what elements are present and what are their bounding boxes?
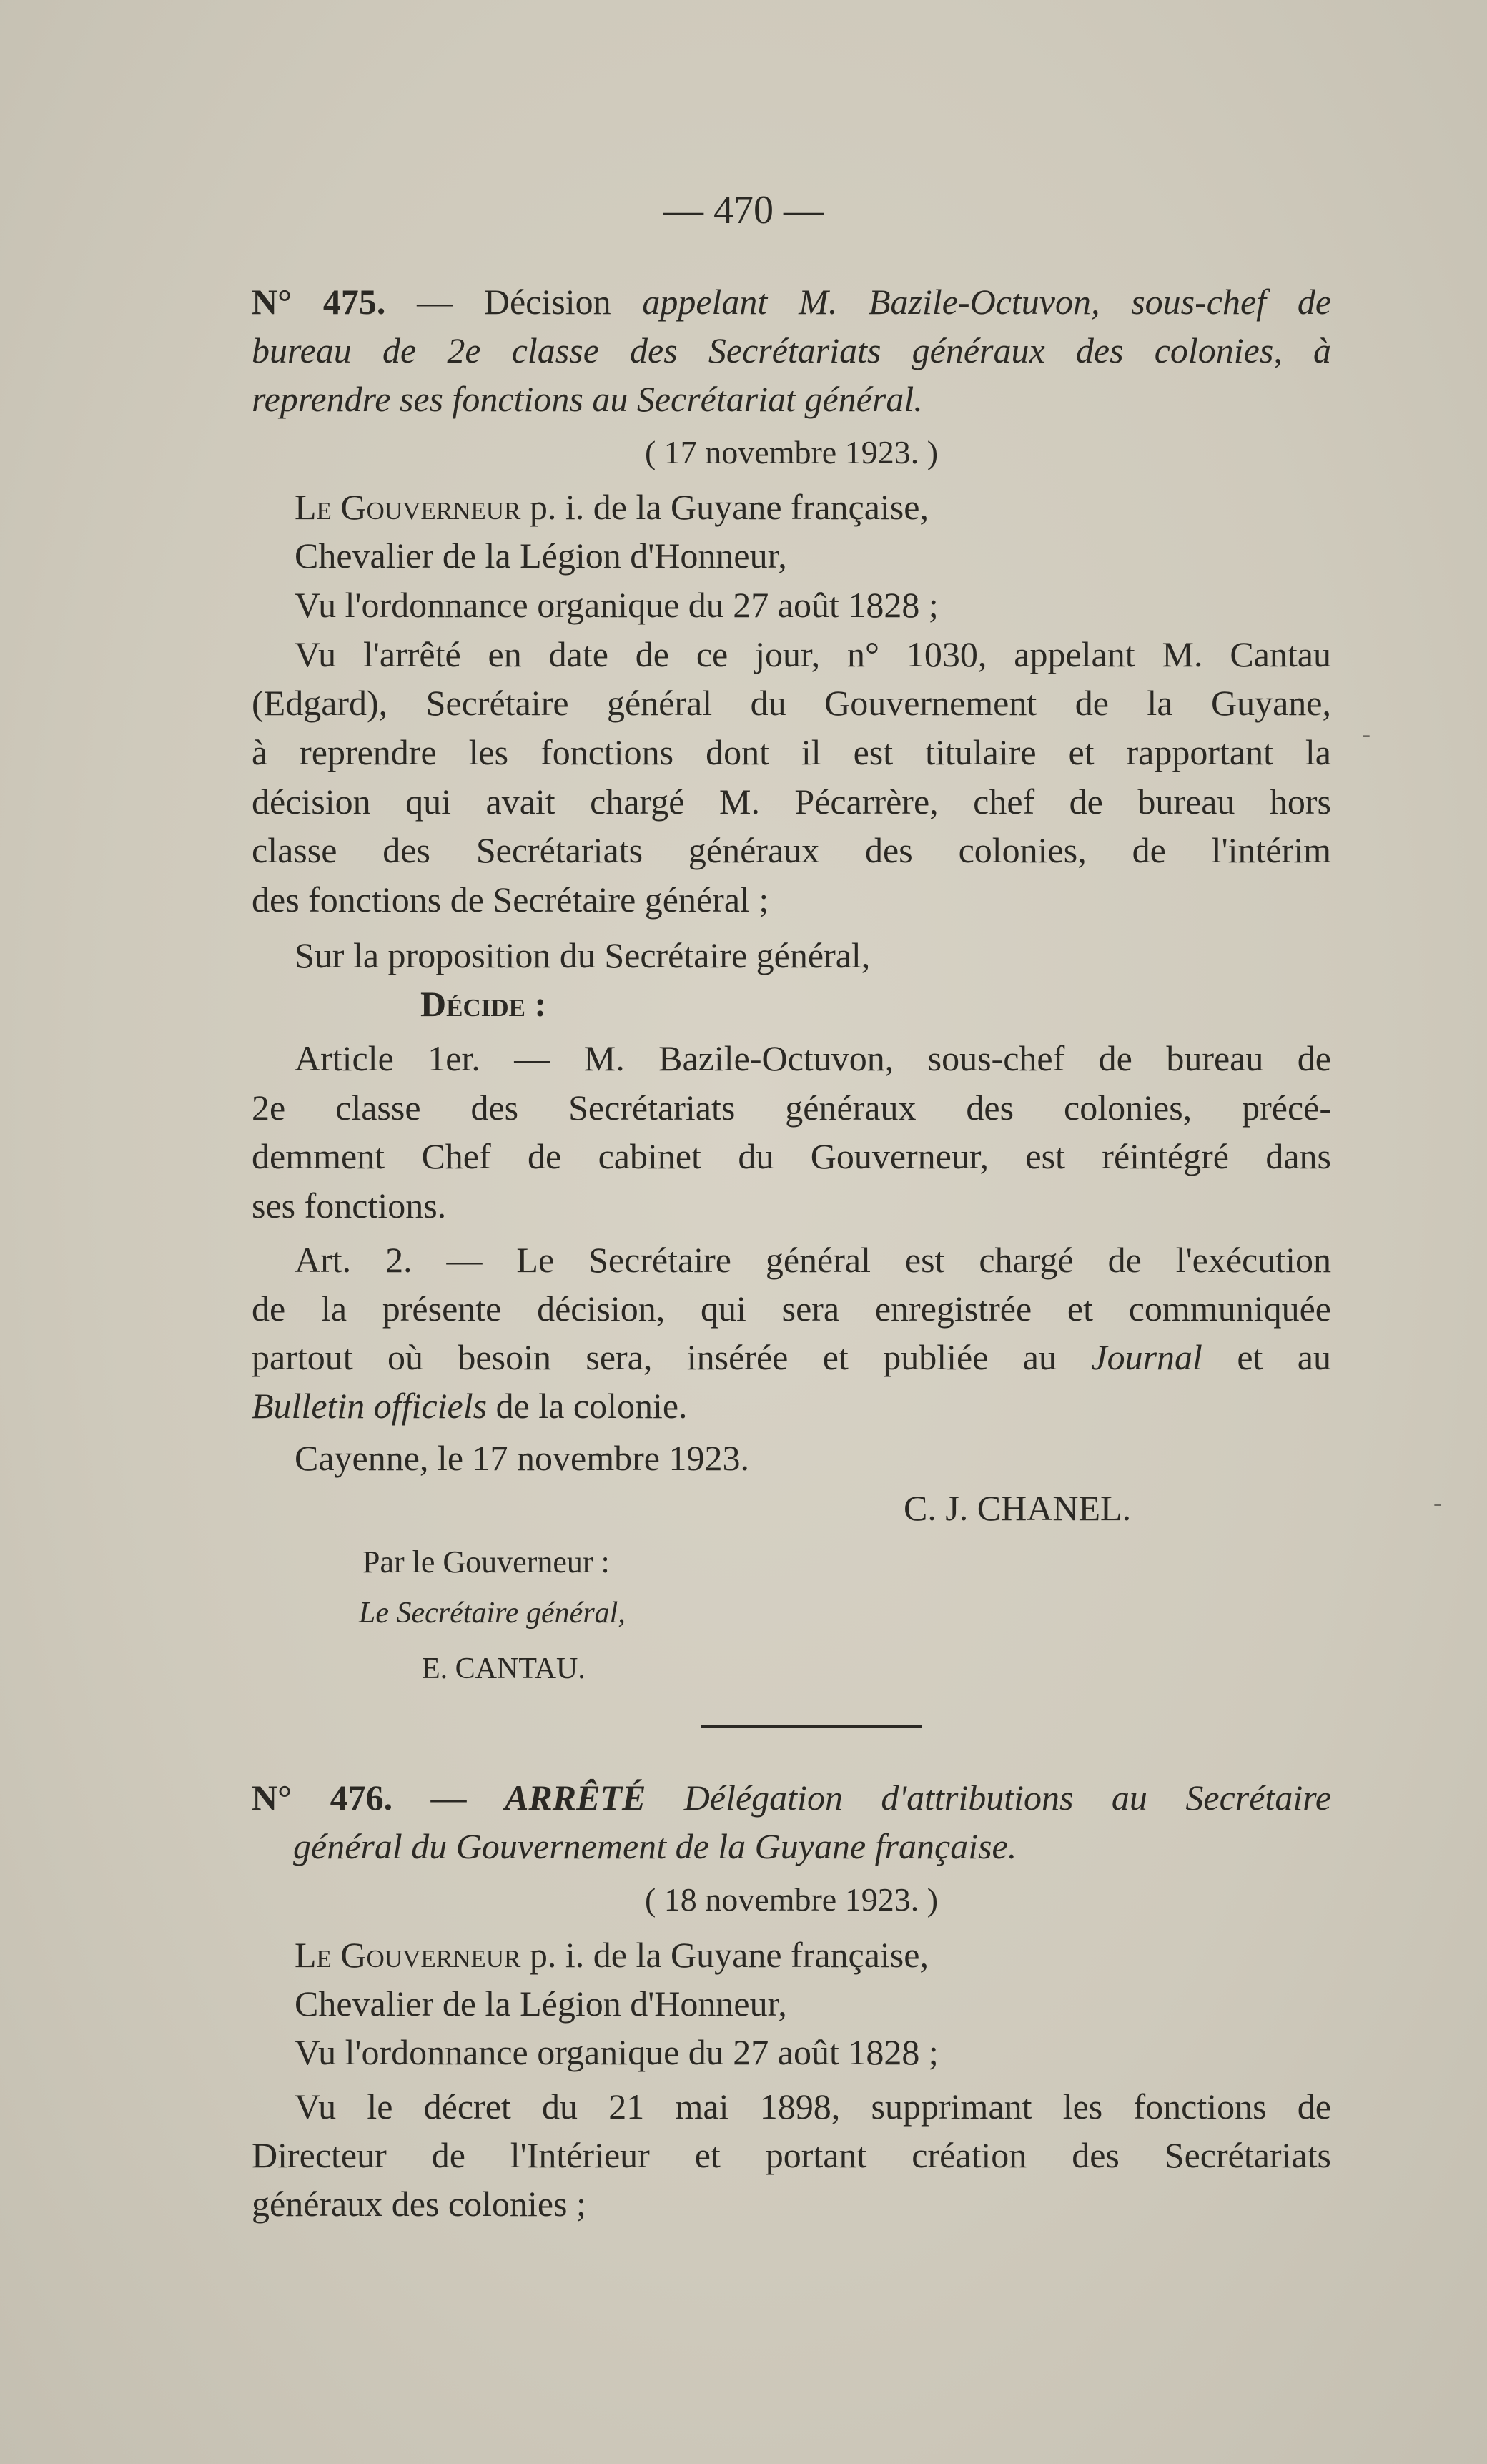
gouverneur-rest: p. i. de la Guyane française, [520, 1935, 929, 1975]
journal-word: Journal [1091, 1337, 1202, 1377]
secretaire-general-name: E. CANTAU. [422, 1652, 586, 1685]
arrete-476-vu-decret-1: Vu le décret du 21 mai 1898, supprimant les fonctions de [295, 2086, 1331, 2127]
decision-475-gouverneur [252, 483, 1331, 532]
arrete-476-gouverneur [252, 1931, 1331, 1980]
article-2-line-4b: de la colonie. [487, 1386, 688, 1426]
decision-475-vu-ordonnance: Vu l'ordonnance organique du 27 août 1828 ; [295, 585, 939, 625]
article-2-line-3c: et au [1202, 1337, 1331, 1377]
gouverneur-rest: p. i. de la Guyane française, [520, 487, 929, 527]
decision-475-signature: C. J. CHANEL. [904, 1488, 1132, 1528]
decision-475-article-2-line-4 [252, 1381, 1331, 1431]
arrete-476-date: ( 18 novembre 1923. ) [644, 1881, 939, 1918]
decision-475-article-1-line-2: 2e classe des Secrétariats généraux des colonies, précé- [252, 1088, 1331, 1128]
decision-475-heading [252, 277, 1331, 326]
arrete-476-vu-ordonnance: Vu l'ordonnance organique du 27 août 1828 ; [295, 2032, 939, 2072]
decision-475-number: N° 475. [252, 282, 386, 322]
decision-475-article-2-line-2: de la présente décision, qui sera enregistrée et communiquée [252, 1288, 1331, 1329]
par-le-gouverneur: Par le Gouverneur : [362, 1544, 610, 1580]
decision-475-article-1-line-4: ses fonctions. [252, 1186, 447, 1226]
decision-475-article-2-line-1: Art. 2. — Le Secrétaire général est chargé de l'exécution [295, 1240, 1331, 1280]
gouverneur-word: Le Gouverneur [295, 1935, 521, 1975]
decision-475-decide: Décide : [420, 984, 547, 1024]
decision-475-date: ( 17 novembre 1923. ) [644, 434, 939, 470]
secretaire-general-title: Le Secrétaire général, [359, 1597, 626, 1630]
bulletin-officiels: Bulletin officiels [252, 1386, 488, 1426]
arrete-476-heading [252, 1773, 1331, 1822]
section-divider-rule [701, 1725, 922, 1728]
decision-475-place-date: Cayenne, le 17 novembre 1923. [295, 1438, 749, 1478]
decision-475-vu-arrete-4: décision qui avait chargé M. Pécarrère, chef de bureau hors [252, 782, 1331, 822]
arrete-476-chevalier: Chevalier de la Légion d'Honneur, [295, 1983, 787, 2024]
decision-475-sur-proposition: Sur la proposition du Secrétaire général, [295, 935, 871, 975]
decision-475-dash: — Décision [385, 282, 611, 322]
arrete-476-dash: — [392, 1778, 505, 1818]
decision-475-vu-arrete-1: Vu l'arrêté en date de ce jour, n° 1030, appelant M. Cantau [295, 634, 1331, 674]
page-number: — 470 — [663, 188, 824, 232]
decision-475-title-3: reprendre ses fonctions au Secrétariat général. [252, 379, 923, 419]
gouverneur-word: Le Gouverneur [295, 487, 521, 527]
decision-475-vu-arrete-3: à reprendre les fonctions dont il est titulaire et rapportant la [252, 732, 1331, 772]
decision-475-title-2: bureau de 2e classe des Secrétariats généraux des colonies, à [252, 330, 1331, 370]
arrete-476-number: N° 476. [252, 1778, 393, 1818]
arrete-476-title-2: général du Gouvernement de la Guyane française. [293, 1826, 1017, 1866]
decision-475-article-2-line-3 [252, 1333, 1331, 1382]
decision-475-article-1-line-1: Article 1er. — M. Bazile-Octuvon, sous-chef de bureau de [295, 1038, 1331, 1078]
decision-475-vu-arrete-2: (Edgard), Secrétaire général du Gouvernement de la Guyane, [252, 683, 1331, 723]
decision-475-chevalier: Chevalier de la Légion d'Honneur, [295, 536, 787, 576]
decision-475-vu-arrete-6: des fonctions de Secrétaire général ; [252, 879, 769, 920]
decision-475-article-1-line-3: demment Chef de cabinet du Gouverneur, est réintégré dans [252, 1136, 1331, 1176]
margin-speck: - [1362, 719, 1370, 748]
margin-speck: - [1433, 1488, 1442, 1517]
arrete-476-title-1: Délégation d'attributions au Secrétaire [646, 1778, 1332, 1818]
article-2-line-3a: partout où besoin sera, insérée et publiée au [252, 1337, 1092, 1377]
arrete-476-kind: ARRÊTÉ [505, 1778, 646, 1818]
arrete-476-vu-decret-2: Directeur de l'Intérieur et portant création des Secrétariats [252, 2135, 1331, 2175]
decision-475-vu-arrete-5: classe des Secrétariats généraux des colonies, de l'intérim [252, 830, 1331, 870]
decision-475-title-1: appelant M. Bazile-Octuvon, sous-chef de [611, 282, 1332, 322]
arrete-476-vu-decret-3: généraux des colonies ; [252, 2184, 586, 2224]
